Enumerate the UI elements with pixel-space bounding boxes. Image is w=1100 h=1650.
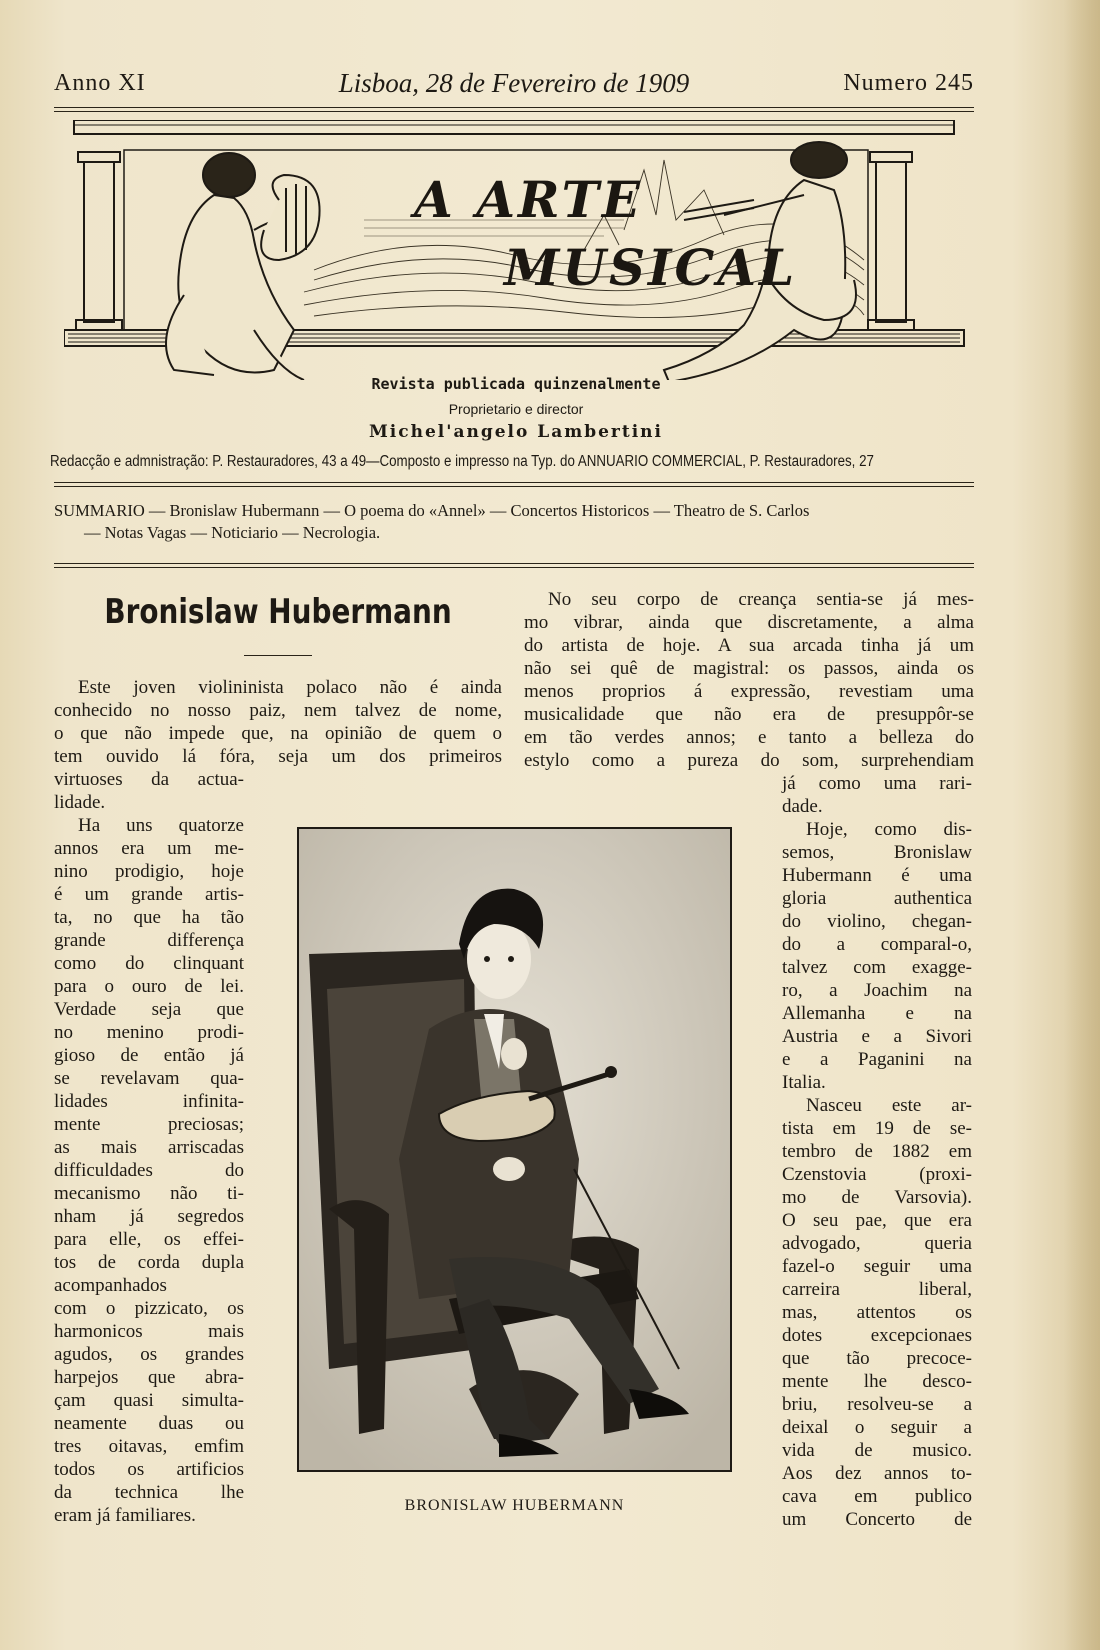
text-line: para elle, os effei-: [54, 1229, 244, 1250]
text-line: fazel-o seguir uma: [782, 1256, 972, 1277]
text-line: annos era um me-: [54, 838, 244, 859]
director-name: Michel'angelo Lambertini: [368, 422, 663, 442]
text-line: lidades infinita-: [54, 1091, 244, 1112]
column1-narrow: [54, 768, 244, 1527]
text-line: difficuldades do: [54, 1160, 244, 1181]
text-line: tos de corda dupla: [54, 1252, 244, 1273]
text-line: Nasceu este ar-: [806, 1095, 972, 1116]
text-line: eram já familiares.: [54, 1505, 196, 1526]
text-line: todos os artificios: [54, 1459, 244, 1480]
text-line: tembro de 1882 em: [782, 1141, 972, 1162]
issue-date: Lisboa, 28 de Fevereiro de 1909: [338, 68, 690, 98]
text-line: virtuoses da actua-: [54, 769, 244, 790]
text-line: estylo como a pureza do som, surprehendiam: [524, 750, 974, 771]
magazine-title-line2: MUSICAL: [504, 238, 798, 297]
text-line: talvez com exagge-: [782, 957, 972, 978]
text-line: mo de Varsovia).: [782, 1187, 972, 1208]
text-line: que tão precoce-: [782, 1348, 972, 1369]
text-line: Hubermann é uma: [782, 865, 972, 886]
text-line: mente preciosas;: [54, 1114, 244, 1135]
text-line: tista em 19 de se-: [782, 1118, 972, 1139]
photo-caption: BRONISLAW HUBERMANN: [404, 1497, 625, 1514]
text-line: agudos, os grandes: [54, 1344, 244, 1365]
text-line: Ha uns quatorze: [78, 815, 244, 836]
text-line: do a comparal-o,: [782, 934, 972, 955]
column2-narrow: [782, 772, 972, 1531]
text-line: Aos dez annos to-: [782, 1463, 972, 1484]
text-line: Este joven violininista polaco não é ainda: [78, 677, 502, 698]
text-line: as mais arriscadas: [54, 1137, 244, 1158]
text-line: lidade.: [54, 792, 106, 813]
text-line: gioso de então já: [54, 1045, 244, 1066]
magazine-subtitle: Revista publicada quinzenalmente: [371, 375, 661, 393]
text-line: tres oitavas, emfim: [54, 1436, 244, 1457]
text-line: harmonicos mais: [54, 1321, 244, 1342]
text-line: mas, attentos os: [782, 1302, 972, 1323]
text-line: semos, Bronislaw: [782, 842, 972, 863]
text-line: menos proprios á expressão, revestiam uma: [524, 681, 974, 702]
administration-line: Redacção e admnistração: P. Restauradores, 43 a 49—Composto e impresso na Typ. do ANNUARIO COMMERCIAL, P. Restauradores, 27: [50, 453, 874, 470]
text-line: Austria e a Sivori: [782, 1026, 972, 1047]
text-line: em tão verdes annos; e tanto a belleza do: [524, 727, 974, 748]
text-line: harpejos que abra-: [54, 1367, 244, 1388]
text-line: Hoje, como dis-: [806, 819, 972, 840]
table-of-contents: [54, 500, 974, 544]
text-line: musicalidade que não era de presuppôr-se: [524, 704, 974, 725]
summary-line-1: SUMMARIO — Bronislaw Hubermann — O poema do «Annel» — Concertos Historicos — Theatro de S. Carlos: [54, 501, 810, 520]
title-banner: [64, 120, 968, 440]
magazine-title-line1: A ARTE: [414, 170, 643, 229]
headline-rule: [244, 655, 312, 656]
text-line: para o ouro de lei.: [54, 976, 244, 997]
text-line: nham já segredos: [54, 1206, 244, 1227]
text-line: tem ouvido lá fóra, seja um dos primeiros: [54, 746, 502, 767]
portrait-photo: [297, 827, 732, 1472]
text-line: grande differença: [54, 930, 244, 951]
text-line: mente lhe desco-: [782, 1371, 972, 1392]
summary-rule-top: [54, 482, 974, 483]
text-line: carreira liberal,: [782, 1279, 972, 1300]
text-line: é um grande artis-: [54, 884, 244, 905]
summary-rule-bottom: [54, 563, 974, 564]
text-line: e a Paganini na: [782, 1049, 972, 1070]
text-line: conhecido no nosso paiz, nem talvez de nome,: [54, 700, 502, 721]
masthead-rule-bottom: [54, 111, 974, 112]
text-line: no menino prodi-: [54, 1022, 244, 1043]
text-line: um Concerto de: [782, 1509, 972, 1530]
text-line: advogado, queria: [782, 1233, 972, 1254]
column1-top: [54, 676, 502, 768]
masthead: [54, 66, 974, 106]
text-line: o que não impede que, na opinião de quem o: [54, 723, 502, 744]
text-line: se revelavam qua-: [54, 1068, 244, 1089]
text-line: Allemanha e na: [782, 1003, 972, 1024]
proprietor-label: Proprietario e director: [448, 401, 584, 417]
text-line: do artista de hoje. A sua arcada tinha já um: [524, 635, 974, 656]
violinist-portrait-illustration: [299, 829, 730, 1470]
text-line: com o pizzicato, os: [54, 1298, 244, 1319]
text-line: Italia.: [782, 1072, 826, 1093]
text-line: do violino, chegan-: [782, 911, 972, 932]
issue-year: Anno XI: [54, 70, 146, 96]
issue-number: Numero 245: [843, 70, 974, 96]
column2-top: [524, 588, 974, 772]
text-line: como do clinquant: [54, 953, 244, 974]
text-line: O seu pae, que era: [782, 1210, 972, 1231]
summary-rule-top2: [54, 486, 974, 487]
text-line: deixal o seguir a: [782, 1417, 972, 1438]
text-line: mo vibrar, ainda que discretamente, a alma: [524, 612, 974, 633]
text-line: acompanhados: [54, 1275, 167, 1296]
text-line: Verdade seja que: [54, 999, 244, 1020]
text-line: ta, no que ha tão: [54, 907, 244, 928]
text-line: cava em publico: [782, 1486, 972, 1507]
text-line: dotes excepcionaes: [782, 1325, 972, 1346]
text-line: dade.: [782, 796, 823, 817]
masthead-rule-top: [54, 107, 974, 108]
text-line: já como uma rari-: [782, 773, 972, 794]
text-line: nino prodigio, hoje: [54, 861, 244, 882]
text-line: çam quasi simulta-: [54, 1390, 244, 1411]
text-line: não sei quê de magistral: os passos, ainda os: [524, 658, 974, 679]
text-line: gloria authentica: [782, 888, 972, 909]
page-edge-shading: [1064, 0, 1100, 1650]
article-headline: Bronislaw Hubermann: [104, 592, 452, 632]
summary-line-2: — Notas Vagas — Noticiario — Necrologia.: [84, 523, 381, 542]
text-line: da technica lhe: [54, 1482, 244, 1503]
text-line: briu, resolveu-se a: [782, 1394, 972, 1415]
text-line: No seu corpo de creança sentia-se já mes-: [548, 589, 974, 610]
text-line: ro, a Joachim na: [782, 980, 972, 1001]
text-line: Czenstovia (proxi-: [782, 1164, 972, 1185]
summary-rule-bottom2: [54, 567, 974, 568]
text-line: neamente duas ou: [54, 1413, 244, 1434]
text-line: mecanismo não ti-: [54, 1183, 244, 1204]
text-line: vida de musico.: [782, 1440, 972, 1461]
